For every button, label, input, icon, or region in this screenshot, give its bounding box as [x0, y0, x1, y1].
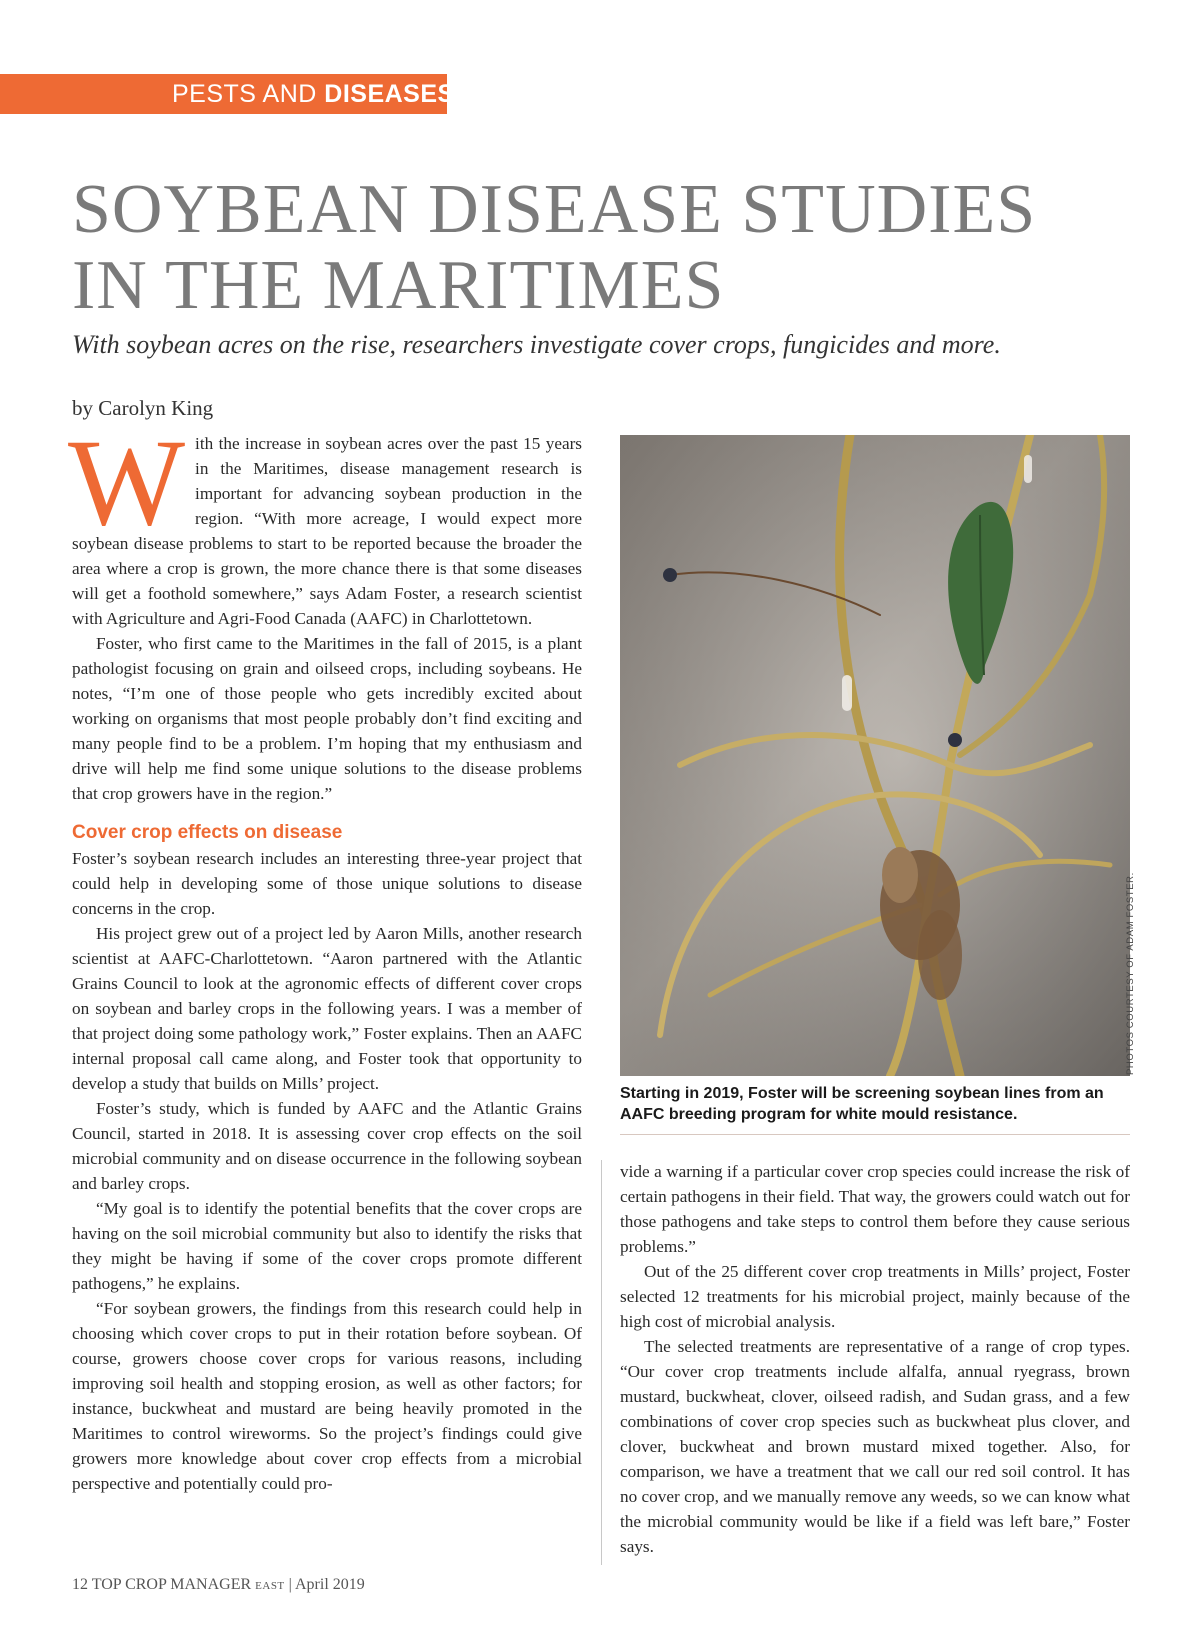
page-number: 12 — [72, 1576, 88, 1593]
paragraph-r3: The selected treatments are representative of a range of crop types. “Our cover crop treatments include alfalfa, annual ryegrass, brown mustard, buckwheat, clover, oilseed radish, and Sudan grass, and a few combinations of cover crop species such as buckwheat plus clover, and clover, buckwheat and brown mustard mixed together. Also, for comparison, we have a treatment that we call our red soil control. It has no cover crop, and we manually remove any weeds, so we can know what the microbial community would be like if a field was left bare,” Foster says. — [620, 1337, 1130, 1556]
byline: by Carolyn King — [72, 396, 214, 420]
paragraph-r2: Out of the 25 different cover crop treatments in Mills’ project, Foster selected 12 treatments for his microbial project, mainly because of the high cost of microbial analysis. — [620, 1262, 1130, 1331]
section-tag-bold: DISEASES — [324, 80, 455, 108]
page-footer — [72, 1576, 365, 1594]
headline-line-2: IN THE MARITIMES — [72, 247, 725, 324]
caption-rule — [620, 1134, 1130, 1135]
paragraph-1-text: ith the increase in soybean acres over the past 15 years in the Maritimes, disease management research is important for advancing soybean production in the region. “With more acreage, I would expect more soybean disease problems to start to be reported because the broader the area where a crop is grown, the more chance there is that some diseases will get a foothold somewhere,” says Adam Foster, a research scientist with Agriculture and Agri-Food Canada (AAFC) in Charlottetown. — [72, 434, 582, 628]
section-tag — [0, 74, 455, 114]
soybean-stem-photo — [620, 435, 1130, 1076]
drop-cap: W — [68, 414, 186, 551]
photo-caption: Starting in 2019, Foster will be screening soybean lines from an AAFC breeding program for white mould resistance. — [620, 1085, 1104, 1123]
magazine-edition: EAST — [255, 1580, 285, 1592]
issue-date: April 2019 — [294, 1576, 365, 1593]
page-title — [72, 172, 1132, 324]
paragraph-r1: vide a warning if a particular cover crop species could increase the risk of certain pathogens in their field. That way, the growers could watch out for those pathogens and take steps to control them before they cause serious problems.” — [620, 1162, 1130, 1256]
article-column-right — [620, 1159, 1130, 1559]
footer-separator: | — [288, 1576, 292, 1593]
headline-line-1: SOYBEAN DISEASE STUDIES — [72, 171, 1037, 248]
paragraph-7: “For soybean growers, the findings from this research could help in choosing which cover crops to put in their rotation before soybean. Of course, growers choose cover crops for various reasons, including improving soil health and stopping erosion, as well as other factors; for instance, buckwheat and mustard are being heavily promoted in the Maritimes to control wireworms. So the project’s findings could give growers more knowledge about cover crop effects from a microbial perspective and potentially could pro- — [72, 1299, 582, 1493]
paragraph-3: Foster’s soybean research includes an interesting three-year project that could help in developing some of those unique solutions to disease concerns in the crop. — [72, 849, 582, 918]
section-tag-light: PESTS AND — [172, 80, 325, 108]
column-divider — [601, 1160, 602, 1565]
deck-subhead: With soybean acres on the rise, researchers investigate cover crops, fungicides and more. — [72, 330, 1001, 359]
section-subheading: Cover crop effects on disease — [72, 822, 343, 843]
paragraph-6: “My goal is to identify the potential benefits that the cover crops are having on the soil microbial community but also to identify the risks that they might be having if some of the cover crops promote different pathogens,” he explains. — [72, 1199, 582, 1293]
magazine-name: TOP CROP MANAGER — [91, 1576, 252, 1593]
photo-credit: PHOTOS COURTESY OF ADAM FOSTER. — [1125, 872, 1136, 1075]
paragraph-1 — [68, 414, 582, 631]
paragraph-2: Foster, who first came to the Maritimes in the fall of 2015, is a plant pathologist focusing on grain and oilseed crops, including soybeans. He notes, “I’m one of those people who gets incredibly excited about working on organisms that most people probably don’t find exciting and many people find to be a problem. I’m hoping that my enthusiasm and drive will help me find some unique solutions to the disease problems that crop growers have in the region.” — [72, 634, 582, 803]
paragraph-4: His project grew out of a project led by Aaron Mills, another research scientist at AAFC-Charlottetown. “Aaron partnered with the Atlantic Grains Council to look at the agronomic effects of different cover crops on soybean and barley crops in the following years. I was a member of that project doing some pathology work,” Foster explains. Then an AAFC internal proposal call came along, and Foster took that opportunity to develop a study that builds on Mills’ project. — [72, 924, 582, 1093]
photo-illustration — [620, 435, 1130, 1076]
article-column-left — [68, 414, 582, 1496]
paragraph-5: Foster’s study, which is funded by AAFC and the Atlantic Grains Council, started in 2018. It is assessing cover crop effects on the soil microbial community and on disease occurrence in the following soybean and barley crops. — [72, 1099, 582, 1193]
